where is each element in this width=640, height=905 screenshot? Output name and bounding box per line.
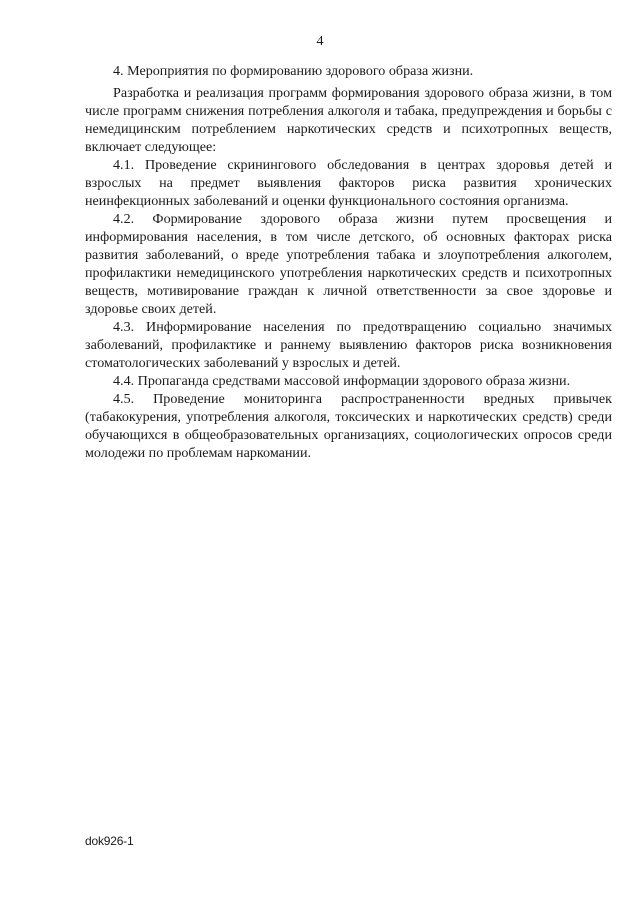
item-4-4-paragraph: 4.4. Пропаганда средствами массовой информации здорового образа жизни. bbox=[113, 373, 571, 389]
item-4-3-paragraph: 4.3. Информирование населения по предотвращению социально значимых заболеваний, профилактике и раннему выявлению факторов риска возникновения стоматологических заболеваний у взрослых и детей. bbox=[85, 319, 612, 371]
item-4-5-paragraph: 4.5. Проведение мониторинга распространенности вредных привычек (табакокурения, употребления алкоголя, токсических и наркотических средств) среди обучающихся в общеобразовательных организациях, социологических опросов среди молодежи по проблемам наркомании. bbox=[85, 391, 612, 461]
document-code: dok926-1 bbox=[85, 834, 134, 848]
document-body bbox=[85, 62, 612, 462]
item-4-2-paragraph: 4.2. Формирование здорового образа жизни путем просвещения и информирования населения, в том числе детского, об основных факторах риска развития заболеваний, о вреде употребления табака и злоупотребления алкоголем, профилактики немедицинского употребления наркотических средств и психотропных веществ, мотивирование граждан к личной ответственности за свое здоровье и здоровье своих детей. bbox=[85, 211, 612, 317]
page-number: 4 bbox=[316, 34, 324, 49]
item-4-1-paragraph: 4.1. Проведение скринингового обследования в центрах здоровья детей и взрослых на предмет выявления факторов риска развития хронических неинфекционных заболеваний и оценки функционального состояния организма. bbox=[85, 157, 612, 209]
section-intro-paragraph: Разработка и реализация программ формирования здорового образа жизни, в том числе программ снижения потребления алкоголя и табака, предупреждения и борьбы с немедицинским потреблением наркотических средств и психотропных веществ, включает следующее: bbox=[85, 85, 612, 155]
section-heading: 4. Мероприятия по формированию здорового образа жизни. bbox=[113, 63, 474, 79]
